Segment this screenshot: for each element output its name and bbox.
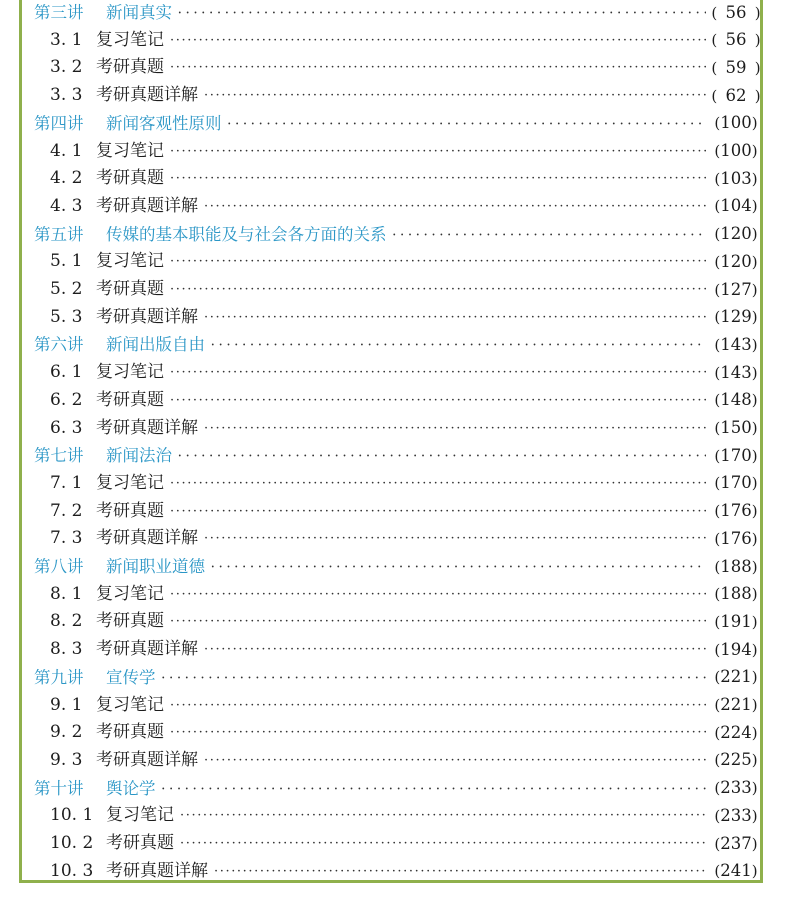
page-number-value: 143 bbox=[720, 362, 752, 382]
toc-section-row[interactable] bbox=[0, 858, 790, 885]
page-number-value: 100 bbox=[720, 141, 752, 160]
chapter-number: 第五讲 bbox=[34, 224, 84, 244]
chapter-title: 舆论学 bbox=[106, 778, 156, 798]
page-number-value: 143 bbox=[720, 334, 752, 354]
section-title: 复习笔记 bbox=[96, 694, 164, 715]
page-number-value: 150 bbox=[720, 418, 752, 437]
toc-chapter-row[interactable] bbox=[0, 331, 790, 358]
page-number: (127) bbox=[714, 279, 758, 299]
toc-chapter-row[interactable] bbox=[0, 0, 790, 26]
page-number: (233) bbox=[714, 805, 758, 825]
toc-section-row[interactable] bbox=[0, 636, 790, 663]
section-number: 4. 3 bbox=[50, 195, 83, 216]
page-number: (233) bbox=[714, 778, 758, 798]
dot-leader bbox=[204, 525, 706, 552]
section-title: 考研真题详解 bbox=[96, 749, 198, 770]
page-number-value: 194 bbox=[720, 639, 752, 659]
section-number: 6. 3 bbox=[50, 417, 83, 438]
section-number: 5. 1 bbox=[50, 251, 83, 272]
section-title: 考研真题详解 bbox=[96, 195, 198, 216]
section-title: 复习笔记 bbox=[96, 140, 164, 161]
toc-section-row[interactable] bbox=[0, 193, 790, 220]
section-number: 8. 1 bbox=[50, 583, 83, 604]
section-number: 3. 2 bbox=[50, 57, 83, 78]
section-title: 考研真题 bbox=[96, 500, 164, 521]
toc-section-row[interactable] bbox=[0, 581, 790, 608]
dot-leader bbox=[170, 248, 706, 275]
dot-leader bbox=[393, 220, 707, 249]
page-number: (188) bbox=[714, 584, 758, 604]
page-number-value: 225 bbox=[720, 750, 752, 770]
dot-leader bbox=[214, 858, 706, 885]
toc-section-row[interactable] bbox=[0, 82, 790, 109]
page-number-value: 148 bbox=[720, 390, 752, 410]
toc-chapter-row[interactable] bbox=[0, 553, 790, 580]
toc-section-row[interactable] bbox=[0, 276, 790, 303]
section-title: 考研真题 bbox=[96, 279, 164, 299]
page-number-value: 241 bbox=[720, 861, 752, 881]
section-number: 4. 1 bbox=[50, 140, 83, 161]
toc-section-row[interactable] bbox=[0, 54, 790, 81]
page-number-value: 56 bbox=[725, 2, 747, 22]
section-number: 4. 2 bbox=[50, 168, 83, 189]
section-title: 复习笔记 bbox=[96, 251, 164, 272]
page-number: (170) bbox=[714, 473, 758, 493]
page-number: (120) bbox=[714, 251, 758, 271]
page-number-value: 59 bbox=[725, 57, 747, 77]
dot-leader bbox=[178, 0, 706, 27]
dot-leader bbox=[170, 387, 706, 414]
page-number: (100) bbox=[714, 141, 758, 160]
page-number: (148) bbox=[714, 390, 758, 410]
page-number-value: 176 bbox=[720, 501, 752, 521]
section-title: 考研真题详解 bbox=[96, 85, 198, 106]
page-number: ( 56 ) bbox=[711, 2, 761, 22]
page-number-value: 224 bbox=[720, 722, 752, 742]
page-number: (176) bbox=[714, 501, 758, 521]
page-number: (241) bbox=[714, 861, 758, 881]
dot-leader bbox=[170, 608, 706, 635]
section-title: 考研真题详解 bbox=[96, 306, 198, 327]
page-number: (221) bbox=[714, 695, 758, 714]
toc-chapter-row[interactable] bbox=[0, 221, 790, 248]
page-number: (237) bbox=[714, 833, 758, 853]
dot-leader bbox=[228, 109, 707, 138]
page-number-value: 188 bbox=[720, 584, 752, 604]
toc-section-row[interactable] bbox=[0, 165, 790, 192]
section-number: 5. 2 bbox=[50, 279, 83, 299]
toc-chapter-row[interactable] bbox=[0, 775, 790, 802]
chapter-title: 传媒的基本职能及与社会各方面的关系 bbox=[106, 224, 387, 244]
chapter-number: 第四讲 bbox=[34, 113, 84, 133]
chapter-title: 新闻客观性原则 bbox=[106, 113, 222, 133]
section-number: 10. 3 bbox=[50, 860, 94, 881]
page-number-value: 129 bbox=[720, 307, 752, 327]
section-title: 复习笔记 bbox=[96, 362, 164, 383]
section-title: 复习笔记 bbox=[96, 472, 164, 493]
toc-section-row[interactable] bbox=[0, 415, 790, 442]
page-number: (188) bbox=[714, 556, 758, 576]
section-number: 7. 2 bbox=[50, 500, 83, 521]
section-title: 考研真题 bbox=[96, 57, 164, 78]
chapter-number: 第三讲 bbox=[34, 3, 84, 22]
toc-section-row[interactable] bbox=[0, 525, 790, 552]
page-number-value: 104 bbox=[720, 196, 752, 216]
dot-leader bbox=[204, 193, 706, 220]
dot-leader bbox=[178, 441, 706, 470]
chapter-number: 第六讲 bbox=[34, 335, 84, 355]
page-number: (103) bbox=[714, 168, 758, 188]
page-number: (221) bbox=[714, 667, 758, 687]
page-number: (170) bbox=[714, 445, 758, 465]
section-number: 6. 2 bbox=[50, 389, 83, 410]
page-number-value: 221 bbox=[720, 667, 752, 687]
section-number: 7. 1 bbox=[50, 472, 83, 493]
dot-leader bbox=[204, 636, 706, 663]
section-number: 9. 2 bbox=[50, 722, 83, 743]
page-number-value: 237 bbox=[720, 833, 752, 853]
section-number: 3. 1 bbox=[50, 29, 83, 50]
dot-leader bbox=[170, 498, 706, 525]
dot-leader bbox=[170, 165, 706, 192]
dot-leader bbox=[170, 719, 706, 746]
page-number-value: 188 bbox=[720, 556, 752, 576]
section-number: 10. 1 bbox=[50, 805, 94, 826]
page-number: (194) bbox=[714, 639, 758, 659]
section-title: 考研真题详解 bbox=[96, 417, 198, 438]
chapter-title: 宣传学 bbox=[106, 667, 156, 687]
dot-leader bbox=[170, 470, 706, 497]
dot-leader bbox=[204, 747, 706, 774]
chapter-title: 新闻真实 bbox=[106, 3, 172, 22]
section-number: 3. 3 bbox=[50, 85, 83, 106]
dot-leader bbox=[204, 304, 706, 331]
page-number-value: 62 bbox=[725, 85, 747, 105]
section-title: 考研真题 bbox=[96, 611, 164, 632]
dot-leader bbox=[204, 82, 706, 109]
page-number: ( 62 ) bbox=[711, 85, 761, 105]
page-number-value: 191 bbox=[720, 611, 752, 631]
page-number-value: 103 bbox=[720, 168, 752, 188]
toc-section-row[interactable] bbox=[0, 138, 790, 165]
dot-leader bbox=[170, 692, 706, 719]
section-title: 考研真题 bbox=[106, 833, 174, 853]
page-number-value: 120 bbox=[720, 251, 752, 271]
toc-section-row[interactable] bbox=[0, 719, 790, 746]
toc-chapter-row[interactable] bbox=[0, 664, 790, 691]
section-title: 复习笔记 bbox=[96, 583, 164, 604]
section-title: 复习笔记 bbox=[106, 805, 174, 826]
page-number: (150) bbox=[714, 418, 758, 437]
dot-leader bbox=[162, 774, 707, 803]
section-title: 考研真题详解 bbox=[96, 528, 198, 549]
page-number: (225) bbox=[714, 750, 758, 770]
section-number: 8. 2 bbox=[50, 611, 83, 632]
section-title: 考研真题详解 bbox=[106, 860, 208, 881]
page-number-value: 176 bbox=[720, 528, 752, 548]
chapter-number: 第七讲 bbox=[34, 446, 84, 466]
section-number: 8. 3 bbox=[50, 639, 83, 660]
section-title: 复习笔记 bbox=[96, 29, 164, 50]
section-title: 考研真题 bbox=[96, 722, 164, 743]
page-number: (100) bbox=[714, 113, 758, 133]
page-number: (129) bbox=[714, 307, 758, 327]
toc-section-row[interactable] bbox=[0, 387, 790, 414]
page-number: (104) bbox=[714, 196, 758, 216]
dot-leader bbox=[170, 54, 706, 81]
page-number-value: 233 bbox=[720, 805, 752, 825]
toc-section-row[interactable] bbox=[0, 498, 790, 525]
page-number: (176) bbox=[714, 528, 758, 548]
chapter-number: 第九讲 bbox=[34, 667, 84, 687]
page-number: (143) bbox=[714, 334, 758, 354]
page-number: (224) bbox=[714, 722, 758, 742]
toc-section-row[interactable] bbox=[0, 27, 790, 54]
toc-section-row[interactable] bbox=[0, 248, 790, 275]
section-number: 9. 1 bbox=[50, 694, 83, 715]
section-title: 考研真题详解 bbox=[96, 639, 198, 660]
toc-section-row[interactable] bbox=[0, 608, 790, 635]
section-number: 9. 3 bbox=[50, 749, 83, 770]
toc-section-row[interactable] bbox=[0, 747, 790, 774]
section-title: 考研真题 bbox=[96, 389, 164, 410]
page-number-value: 127 bbox=[720, 279, 752, 299]
page-number-value: 170 bbox=[720, 473, 752, 493]
chapter-number: 第八讲 bbox=[34, 557, 84, 576]
toc-chapter-row[interactable] bbox=[0, 442, 790, 469]
dot-leader bbox=[211, 552, 706, 581]
page-number: (143) bbox=[714, 362, 758, 382]
dot-leader bbox=[211, 330, 706, 359]
section-number: 6. 1 bbox=[50, 362, 83, 383]
page-number-value: 170 bbox=[720, 445, 752, 465]
dot-leader bbox=[170, 138, 706, 165]
dot-leader bbox=[170, 27, 706, 54]
page-number-value: 120 bbox=[720, 224, 752, 244]
chapter-title: 新闻职业道德 bbox=[106, 557, 205, 576]
section-number: 7. 3 bbox=[50, 528, 83, 549]
section-title: 考研真题 bbox=[96, 168, 164, 189]
toc-section-row[interactable] bbox=[0, 692, 790, 719]
page-number: (191) bbox=[714, 611, 758, 631]
toc-section-row[interactable] bbox=[0, 470, 790, 497]
dot-leader bbox=[170, 359, 706, 386]
dot-leader bbox=[170, 276, 706, 303]
section-number: 5. 3 bbox=[50, 306, 83, 327]
dot-leader bbox=[180, 830, 706, 857]
toc-section-row[interactable] bbox=[0, 304, 790, 331]
toc-section-row[interactable] bbox=[0, 830, 790, 857]
dot-leader bbox=[204, 415, 706, 442]
toc-section-row[interactable] bbox=[0, 359, 790, 386]
section-number: 10. 2 bbox=[50, 833, 94, 853]
page-number-value: 100 bbox=[720, 113, 752, 133]
page-number: (120) bbox=[714, 224, 758, 244]
dot-leader bbox=[180, 802, 706, 829]
toc-section-row[interactable] bbox=[0, 802, 790, 829]
page-number-value: 233 bbox=[720, 778, 752, 798]
chapter-title: 新闻法治 bbox=[106, 446, 172, 466]
page-number-value: 56 bbox=[725, 30, 747, 50]
dot-leader bbox=[170, 581, 706, 608]
chapter-number: 第十讲 bbox=[34, 778, 84, 798]
page-number: ( 59 ) bbox=[711, 57, 761, 77]
page-number: ( 56 ) bbox=[711, 30, 761, 50]
dot-leader bbox=[162, 663, 707, 692]
chapter-title: 新闻出版自由 bbox=[106, 335, 205, 355]
page-number-value: 221 bbox=[720, 695, 752, 714]
toc-chapter-row[interactable] bbox=[0, 110, 790, 137]
